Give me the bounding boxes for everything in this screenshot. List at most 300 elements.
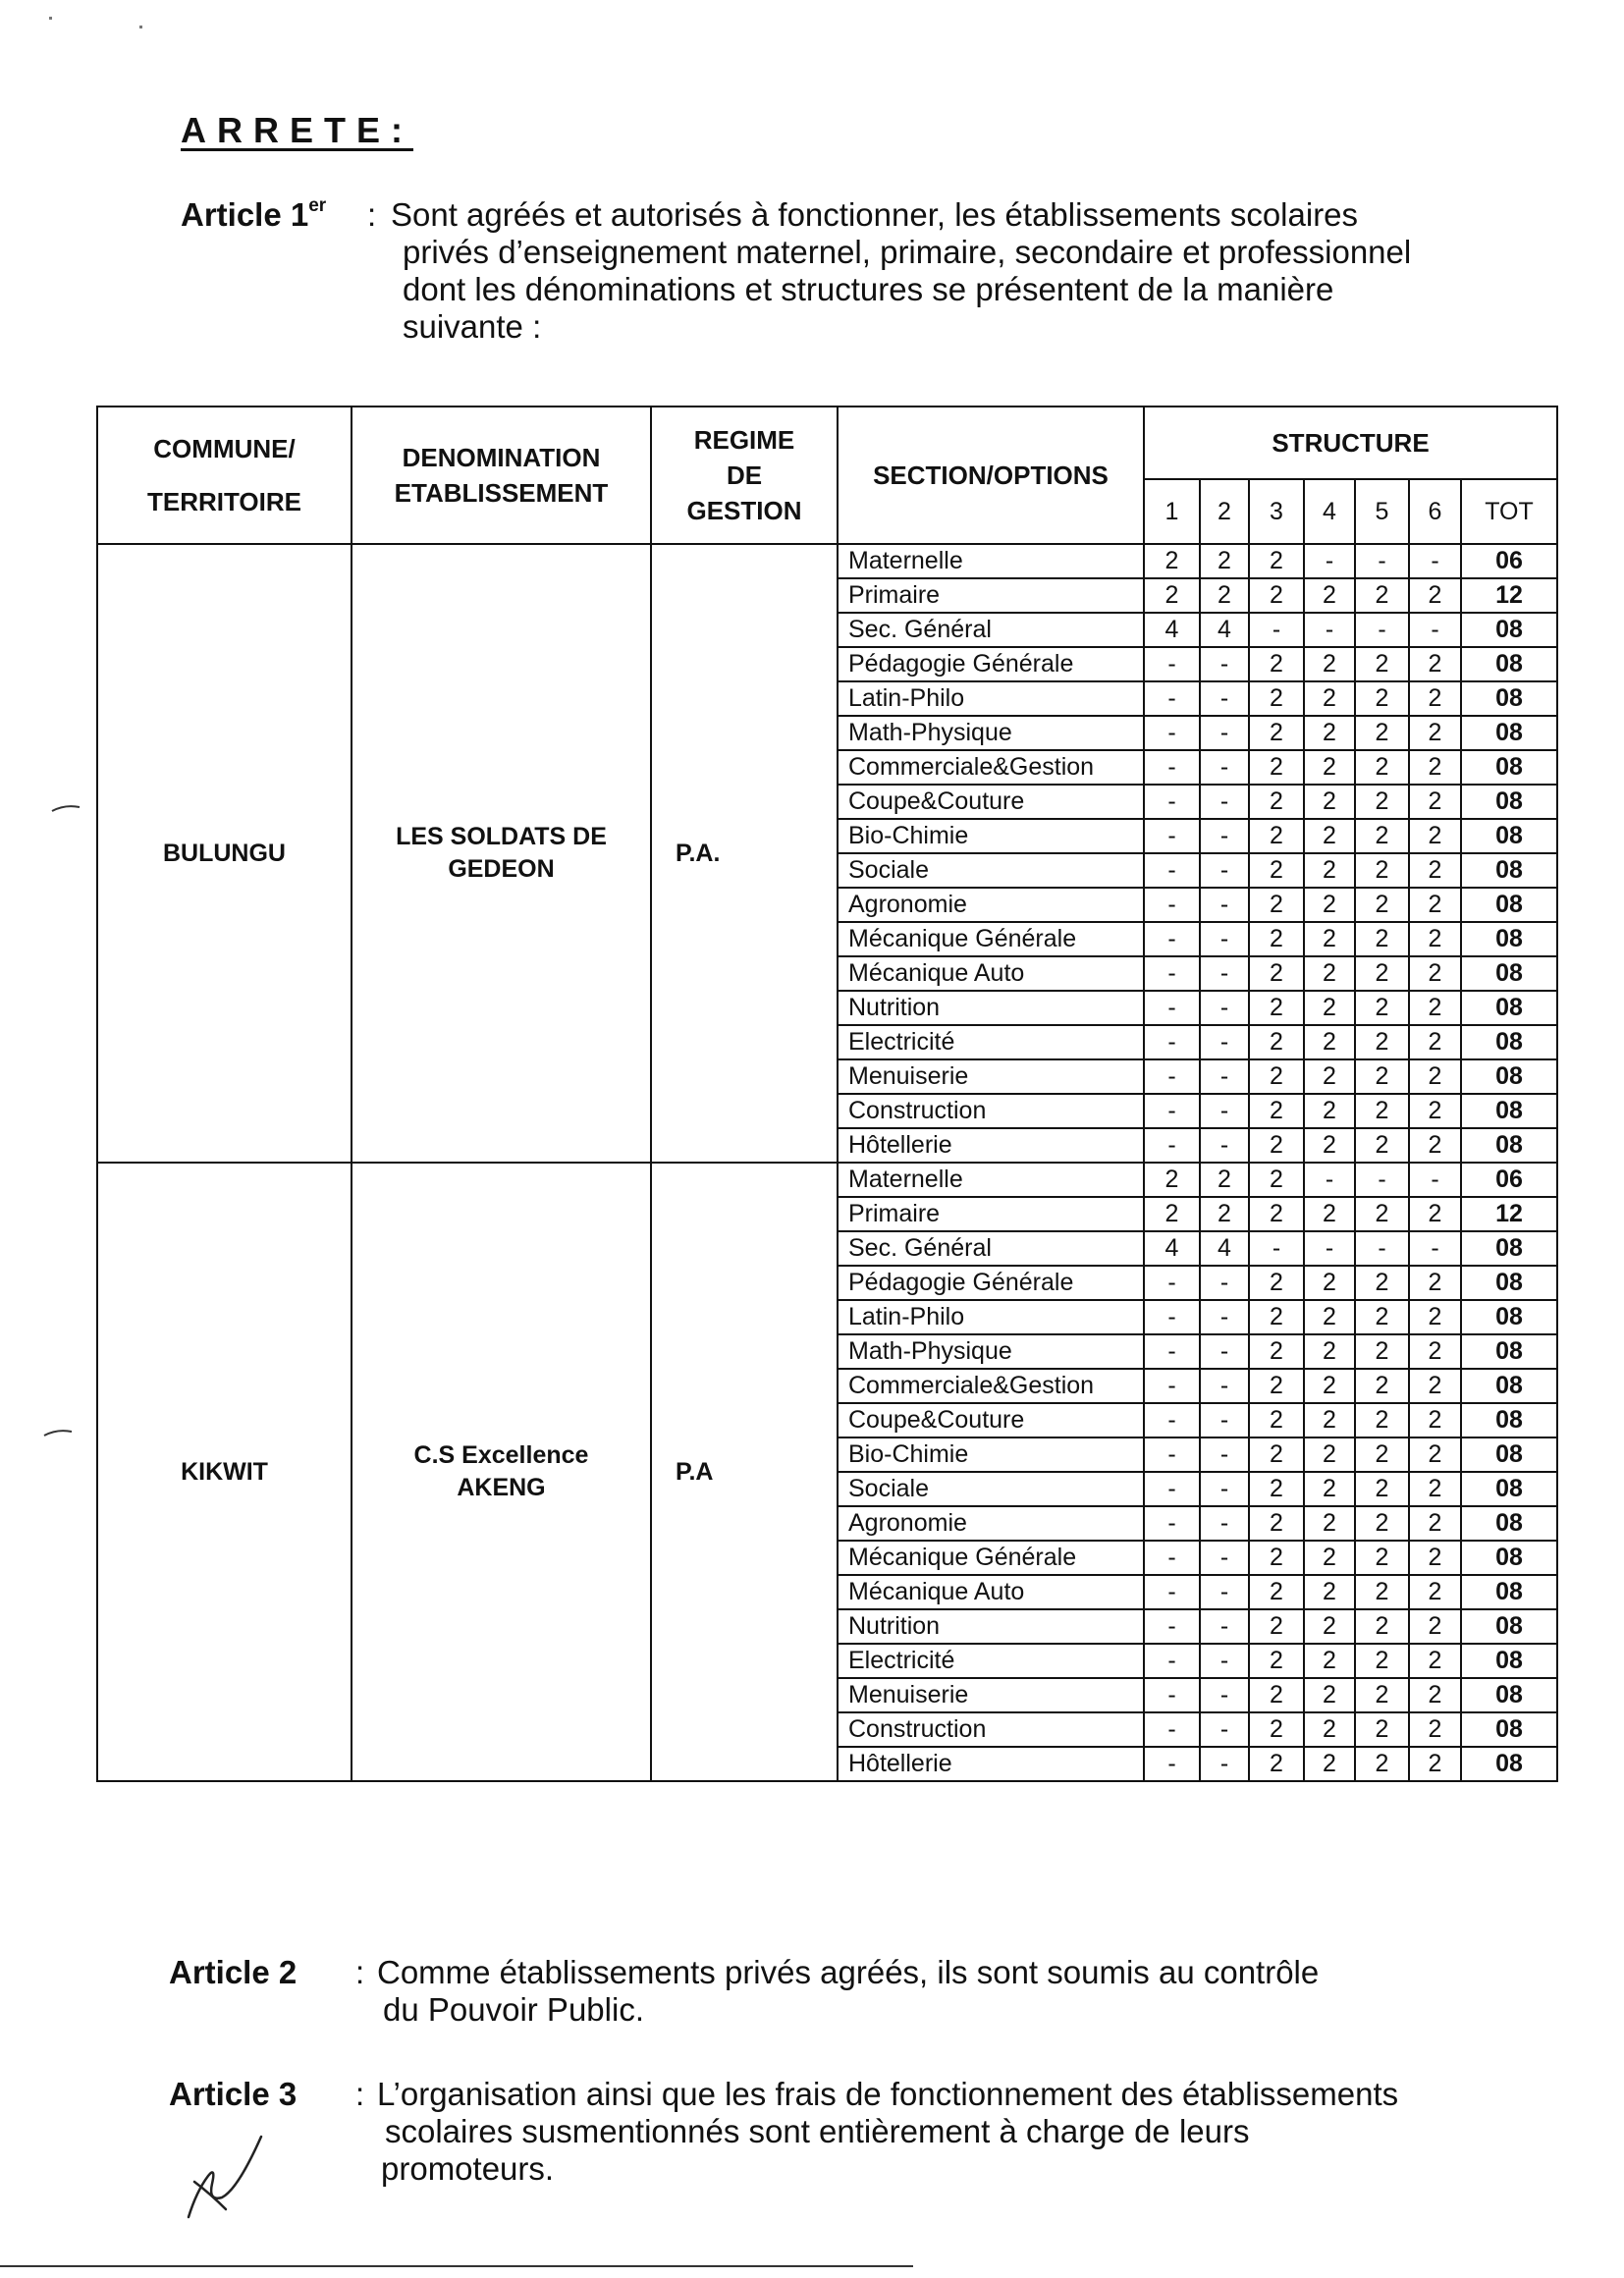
structure-cell-4: - [1304, 1231, 1355, 1266]
denomination-line: LES SOLDATS DE [396, 823, 607, 850]
structure-cell-4: 2 [1304, 1059, 1355, 1094]
total-cell: 08 [1461, 1644, 1557, 1678]
structure-cell-4: 2 [1304, 1197, 1355, 1231]
structure-cell-6: - [1409, 544, 1461, 578]
structure-cell-4: 2 [1304, 853, 1355, 888]
structure-cell-3: 2 [1249, 1266, 1304, 1300]
commune-cell: KIKWIT [97, 1163, 352, 1781]
structure-cell-1: - [1144, 888, 1200, 922]
header-col-1: 1 [1144, 479, 1200, 544]
header-regime [651, 407, 838, 544]
structure-cell-6: 2 [1409, 819, 1461, 853]
structure-cell-3: 2 [1249, 1575, 1304, 1609]
structure-cell-1: - [1144, 1678, 1200, 1712]
total-cell: 08 [1461, 853, 1557, 888]
article-1-label [181, 196, 326, 234]
structure-cell-4: 2 [1304, 647, 1355, 681]
structure-cell-1: 2 [1144, 1163, 1200, 1197]
structure-cell-3: 2 [1249, 578, 1304, 613]
structure-cell-5: - [1355, 544, 1409, 578]
structure-cell-6: 2 [1409, 1197, 1461, 1231]
section-cell: Math-Physique [838, 1334, 1144, 1369]
total-cell: 08 [1461, 1712, 1557, 1747]
structure-cell-1: - [1144, 681, 1200, 716]
structure-cell-5: 2 [1355, 1094, 1409, 1128]
structure-cell-1: - [1144, 1644, 1200, 1678]
header-regime-line: REGIME [693, 425, 795, 455]
section-cell: Nutrition [838, 991, 1144, 1025]
article-2-line: Comme établissements privés agréés, ils sont soumis au contrôle [377, 1954, 1320, 1990]
structure-cell-1: 2 [1144, 544, 1200, 578]
section-cell: Latin-Philo [838, 681, 1144, 716]
structure-cell-1: - [1144, 853, 1200, 888]
structure-cell-1: - [1144, 1506, 1200, 1541]
structure-cell-5: 2 [1355, 716, 1409, 750]
structure-cell-6: 2 [1409, 1541, 1461, 1575]
structure-cell-2: - [1200, 716, 1249, 750]
structure-cell-5: 2 [1355, 1369, 1409, 1403]
structure-cell-1: - [1144, 1403, 1200, 1437]
structure-cell-4: 2 [1304, 1506, 1355, 1541]
structure-cell-5: 2 [1355, 922, 1409, 956]
structure-cell-3: 2 [1249, 1747, 1304, 1781]
section-cell: Hôtellerie [838, 1128, 1144, 1163]
total-cell: 08 [1461, 819, 1557, 853]
section-cell: Agronomie [838, 1506, 1144, 1541]
section-cell: Math-Physique [838, 716, 1144, 750]
structure-cell-1: - [1144, 1128, 1200, 1163]
structure-cell-2: - [1200, 888, 1249, 922]
structure-cell-5: 2 [1355, 1437, 1409, 1472]
structure-cell-5: 2 [1355, 1644, 1409, 1678]
section-cell: Mécanique Générale [838, 1541, 1144, 1575]
structure-cell-6: 2 [1409, 956, 1461, 991]
structure-cell-6: 2 [1409, 1437, 1461, 1472]
structure-cell-1: - [1144, 647, 1200, 681]
total-cell: 08 [1461, 956, 1557, 991]
structure-cell-1: - [1144, 1334, 1200, 1369]
total-cell: 08 [1461, 1678, 1557, 1712]
structure-cell-3: 2 [1249, 1059, 1304, 1094]
total-cell: 08 [1461, 991, 1557, 1025]
section-cell: Sociale [838, 1472, 1144, 1506]
structure-cell-2: - [1200, 750, 1249, 785]
structure-cell-2: - [1200, 1369, 1249, 1403]
structure-cell-2: - [1200, 1644, 1249, 1678]
structure-cell-2: - [1200, 1334, 1249, 1369]
regime-cell: P.A [651, 1163, 838, 1781]
structure-cell-2: - [1200, 1300, 1249, 1334]
header-commune [97, 407, 352, 544]
structure-cell-6: 2 [1409, 1575, 1461, 1609]
structure-cell-5: 2 [1355, 888, 1409, 922]
structure-cell-1: - [1144, 1266, 1200, 1300]
structure-cell-3: 2 [1249, 1025, 1304, 1059]
structure-cell-4: 2 [1304, 1369, 1355, 1403]
structure-cell-4: 2 [1304, 1678, 1355, 1712]
structure-cell-3: 2 [1249, 785, 1304, 819]
total-cell: 08 [1461, 1231, 1557, 1266]
article-1-colon: : [367, 196, 377, 233]
article-2-label: Article 2 [169, 1954, 298, 1990]
handwritten-paraph-icon [183, 2133, 271, 2221]
margin-tick-mark [51, 803, 81, 813]
header-denomination-line: ETABLISSEMENT [394, 478, 609, 508]
structure-cell-1: - [1144, 716, 1200, 750]
regime-cell: P.A. [651, 544, 838, 1163]
structure-cell-5: 2 [1355, 1059, 1409, 1094]
structure-cell-3: 2 [1249, 1472, 1304, 1506]
structure-cell-3: 2 [1249, 1369, 1304, 1403]
total-cell: 08 [1461, 1747, 1557, 1781]
structure-table [96, 406, 1558, 1782]
structure-cell-5: 2 [1355, 956, 1409, 991]
structure-cell-6: - [1409, 613, 1461, 647]
denomination-line: C.S Excellence [413, 1441, 589, 1469]
total-cell: 08 [1461, 1472, 1557, 1506]
structure-cell-3: 2 [1249, 1609, 1304, 1644]
structure-cell-5: 2 [1355, 785, 1409, 819]
total-cell: 08 [1461, 1506, 1557, 1541]
structure-cell-4: 2 [1304, 1403, 1355, 1437]
structure-cell-6: 2 [1409, 1506, 1461, 1541]
structure-cell-4: 2 [1304, 1334, 1355, 1369]
structure-cell-5: 2 [1355, 1712, 1409, 1747]
structure-cell-4: - [1304, 613, 1355, 647]
structure-cell-6: 2 [1409, 1266, 1461, 1300]
structure-cell-5: 2 [1355, 1197, 1409, 1231]
structure-cell-3: 2 [1249, 1128, 1304, 1163]
structure-cell-4: 2 [1304, 1437, 1355, 1472]
structure-cell-1: - [1144, 1300, 1200, 1334]
structure-cell-6: 2 [1409, 1025, 1461, 1059]
structure-cell-4: 2 [1304, 1644, 1355, 1678]
structure-cell-2: - [1200, 681, 1249, 716]
section-cell: Construction [838, 1094, 1144, 1128]
section-cell: Maternelle [838, 1163, 1144, 1197]
structure-cell-1: - [1144, 1025, 1200, 1059]
total-cell: 08 [1461, 716, 1557, 750]
total-cell: 08 [1461, 613, 1557, 647]
section-cell: Hôtellerie [838, 1747, 1144, 1781]
structure-cell-1: - [1144, 1472, 1200, 1506]
article-2 [169, 1954, 1543, 2042]
structure-cell-2: - [1200, 1403, 1249, 1437]
structure-cell-2: - [1200, 1712, 1249, 1747]
scan-speck [49, 17, 52, 20]
total-cell: 08 [1461, 1541, 1557, 1575]
header-denomination [352, 407, 651, 544]
structure-cell-5: 2 [1355, 1609, 1409, 1644]
structure-cell-4: 2 [1304, 1266, 1355, 1300]
section-cell: Construction [838, 1712, 1144, 1747]
structure-cell-5: 2 [1355, 647, 1409, 681]
structure-cell-5: 2 [1355, 1025, 1409, 1059]
structure-cell-5: - [1355, 613, 1409, 647]
structure-cell-1: - [1144, 750, 1200, 785]
structure-cell-3: 2 [1249, 1197, 1304, 1231]
structure-cell-5: 2 [1355, 1266, 1409, 1300]
article-1-line: dont les dénominations et structures se présentent de la manière [403, 271, 1334, 307]
header-section: SECTION/OPTIONS [838, 407, 1144, 544]
structure-cell-2: - [1200, 956, 1249, 991]
structure-cell-2: - [1200, 1472, 1249, 1506]
article-3-line: promoteurs. [381, 2150, 555, 2187]
structure-cell-5: 2 [1355, 578, 1409, 613]
structure-cell-2: - [1200, 922, 1249, 956]
structure-cell-5: 2 [1355, 750, 1409, 785]
structure-cell-2: - [1200, 991, 1249, 1025]
structure-cell-5: - [1355, 1163, 1409, 1197]
structure-cell-2: - [1200, 1437, 1249, 1472]
article-2-line: du Pouvoir Public. [383, 1991, 644, 2028]
section-cell: Maternelle [838, 544, 1144, 578]
structure-cell-1: - [1144, 819, 1200, 853]
structure-cell-4: 2 [1304, 888, 1355, 922]
denomination-cell [352, 544, 651, 1163]
structure-cell-3: 2 [1249, 647, 1304, 681]
total-cell: 08 [1461, 1128, 1557, 1163]
total-cell: 08 [1461, 1403, 1557, 1437]
header-regime-line: DE [726, 461, 763, 490]
total-cell: 08 [1461, 922, 1557, 956]
section-cell: Commerciale&Gestion [838, 750, 1144, 785]
structure-cell-4: 2 [1304, 578, 1355, 613]
structure-cell-6: - [1409, 1163, 1461, 1197]
header-col-6: 6 [1409, 479, 1461, 544]
structure-cell-2: - [1200, 1025, 1249, 1059]
structure-cell-1: - [1144, 1059, 1200, 1094]
total-cell: 08 [1461, 1609, 1557, 1644]
structure-cell-2: 2 [1200, 578, 1249, 613]
article-1-line: Sont agréés et autorisés à fonctionner, les établissements scolaires [391, 196, 1359, 233]
structure-cell-2: - [1200, 1059, 1249, 1094]
total-cell: 08 [1461, 750, 1557, 785]
structure-cell-6: 2 [1409, 578, 1461, 613]
structure-cell-6: 2 [1409, 1128, 1461, 1163]
structure-cell-6: 2 [1409, 750, 1461, 785]
structure-cell-1: - [1144, 1712, 1200, 1747]
section-cell: Bio-Chimie [838, 819, 1144, 853]
header-commune-line: TERRITOIRE [147, 487, 301, 516]
section-cell: Commerciale&Gestion [838, 1369, 1144, 1403]
structure-cell-1: - [1144, 956, 1200, 991]
structure-cell-5: 2 [1355, 1747, 1409, 1781]
structure-cell-5: 2 [1355, 819, 1409, 853]
section-cell: Coupe&Couture [838, 1403, 1144, 1437]
article-3 [169, 2076, 1563, 2203]
table-row [97, 1163, 1557, 1197]
structure-cell-1: - [1144, 1747, 1200, 1781]
structure-cell-6: 2 [1409, 888, 1461, 922]
structure-cell-2: 4 [1200, 1231, 1249, 1266]
section-cell: Menuiserie [838, 1059, 1144, 1094]
structure-cell-6: 2 [1409, 1059, 1461, 1094]
structure-cell-3: 2 [1249, 1094, 1304, 1128]
structure-cell-3: 2 [1249, 681, 1304, 716]
article-3-colon: : [355, 2076, 365, 2112]
total-cell: 08 [1461, 785, 1557, 819]
structure-cell-3: 2 [1249, 750, 1304, 785]
structure-cell-3: 2 [1249, 1678, 1304, 1712]
article-1-label-text: Article 1 [181, 196, 309, 233]
section-cell: Nutrition [838, 1609, 1144, 1644]
denomination-line: AKENG [457, 1474, 546, 1501]
structure-cell-2: - [1200, 1506, 1249, 1541]
structure-cell-6: 2 [1409, 1609, 1461, 1644]
structure-cell-3: 2 [1249, 716, 1304, 750]
structure-cell-4: 2 [1304, 1575, 1355, 1609]
structure-cell-2: - [1200, 785, 1249, 819]
structure-cell-1: - [1144, 922, 1200, 956]
structure-cell-5: 2 [1355, 1300, 1409, 1334]
structure-cell-3: 2 [1249, 819, 1304, 853]
bottom-rule [0, 2265, 913, 2267]
structure-cell-5: 2 [1355, 1678, 1409, 1712]
article-1-line: suivante : [403, 308, 542, 345]
structure-cell-4: 2 [1304, 716, 1355, 750]
total-cell: 08 [1461, 681, 1557, 716]
header-col-5: 5 [1355, 479, 1409, 544]
structure-cell-3: 2 [1249, 544, 1304, 578]
total-cell: 08 [1461, 1369, 1557, 1403]
structure-cell-4: 2 [1304, 1541, 1355, 1575]
structure-cell-2: - [1200, 1575, 1249, 1609]
structure-cell-4: 2 [1304, 1747, 1355, 1781]
total-cell: 08 [1461, 1266, 1557, 1300]
denomination-line: GEDEON [448, 855, 555, 883]
arrete-heading: ARRETE: [181, 110, 413, 150]
total-cell: 12 [1461, 578, 1557, 613]
structure-cell-2: - [1200, 819, 1249, 853]
structure-cell-3: 2 [1249, 853, 1304, 888]
structure-cell-6: 2 [1409, 1712, 1461, 1747]
section-cell: Mécanique Auto [838, 956, 1144, 991]
header-col-2: 2 [1200, 479, 1249, 544]
structure-cell-2: - [1200, 1094, 1249, 1128]
structure-cell-2: - [1200, 1747, 1249, 1781]
structure-cell-6: 2 [1409, 1472, 1461, 1506]
structure-cell-6: 2 [1409, 922, 1461, 956]
structure-cell-6: 2 [1409, 1300, 1461, 1334]
structure-cell-1: - [1144, 1575, 1200, 1609]
structure-cell-1: 2 [1144, 578, 1200, 613]
structure-cell-6: 2 [1409, 785, 1461, 819]
structure-cell-5: 2 [1355, 1128, 1409, 1163]
section-cell: Coupe&Couture [838, 785, 1144, 819]
total-cell: 08 [1461, 1437, 1557, 1472]
article-1-body [391, 196, 1411, 346]
structure-cell-2: - [1200, 647, 1249, 681]
header-col-3: 3 [1249, 479, 1304, 544]
structure-cell-6: 2 [1409, 1094, 1461, 1128]
article-2-colon: : [355, 1954, 365, 1990]
article-1-label-sup: er [308, 195, 327, 216]
structure-cell-6: 2 [1409, 991, 1461, 1025]
section-cell: Bio-Chimie [838, 1437, 1144, 1472]
total-cell: 08 [1461, 1094, 1557, 1128]
structure-cell-3: 2 [1249, 1437, 1304, 1472]
section-cell: Primaire [838, 1197, 1144, 1231]
article-2-body [377, 1954, 1319, 2029]
table-body [97, 544, 1557, 1781]
structure-cell-3: 2 [1249, 1644, 1304, 1678]
article-1 [181, 196, 1536, 363]
total-cell: 08 [1461, 1575, 1557, 1609]
margin-tick-mark [43, 1428, 73, 1437]
total-cell: 08 [1461, 1334, 1557, 1369]
structure-cell-3: 2 [1249, 888, 1304, 922]
structure-cell-1: - [1144, 991, 1200, 1025]
structure-cell-4: 2 [1304, 681, 1355, 716]
structure-cell-1: - [1144, 1437, 1200, 1472]
section-cell: Sociale [838, 853, 1144, 888]
structure-cell-4: 2 [1304, 1094, 1355, 1128]
structure-cell-1: - [1144, 1609, 1200, 1644]
structure-cell-4: 2 [1304, 819, 1355, 853]
article-3-body [377, 2076, 1398, 2188]
structure-cell-3: 2 [1249, 1300, 1304, 1334]
section-cell: Mécanique Générale [838, 922, 1144, 956]
article-3-label: Article 3 [169, 2076, 298, 2112]
header-commune-line: COMMUNE/ [153, 434, 296, 463]
structure-cell-6: - [1409, 1231, 1461, 1266]
section-cell: Latin-Philo [838, 1300, 1144, 1334]
article-3-line: L’organisation ainsi que les frais de fonctionnement des établissements [377, 2076, 1399, 2112]
structure-cell-4: 2 [1304, 1300, 1355, 1334]
total-cell: 08 [1461, 1059, 1557, 1094]
structure-cell-5: 2 [1355, 1541, 1409, 1575]
total-cell: 12 [1461, 1197, 1557, 1231]
structure-cell-2: - [1200, 1541, 1249, 1575]
structure-cell-4: 2 [1304, 1472, 1355, 1506]
structure-cell-5: 2 [1355, 1403, 1409, 1437]
structure-cell-4: 2 [1304, 750, 1355, 785]
structure-cell-6: 2 [1409, 1747, 1461, 1781]
structure-cell-5: 2 [1355, 1575, 1409, 1609]
section-cell: Electricité [838, 1025, 1144, 1059]
article-1-line: privés d’enseignement maternel, primaire, secondaire et professionnel [403, 234, 1412, 270]
structure-cell-3: - [1249, 613, 1304, 647]
structure-cell-4: 2 [1304, 922, 1355, 956]
section-cell: Primaire [838, 578, 1144, 613]
section-cell: Pédagogie Générale [838, 1266, 1144, 1300]
structure-cell-2: - [1200, 1678, 1249, 1712]
structure-cell-5: 2 [1355, 853, 1409, 888]
header-col-4: 4 [1304, 479, 1355, 544]
structure-cell-3: 2 [1249, 991, 1304, 1025]
structure-cell-2: - [1200, 1609, 1249, 1644]
header-structure: STRUCTURE [1144, 407, 1557, 479]
structure-cell-6: 2 [1409, 716, 1461, 750]
structure-cell-4: 2 [1304, 1128, 1355, 1163]
structure-cell-2: 2 [1200, 544, 1249, 578]
structure-cell-5: 2 [1355, 1506, 1409, 1541]
structure-cell-3: 2 [1249, 1403, 1304, 1437]
header-col-tot: TOT [1461, 479, 1557, 544]
structure-cell-1: - [1144, 1541, 1200, 1575]
total-cell: 08 [1461, 647, 1557, 681]
total-cell: 06 [1461, 1163, 1557, 1197]
structure-cell-2: 2 [1200, 1163, 1249, 1197]
structure-cell-1: 4 [1144, 1231, 1200, 1266]
structure-cell-4: - [1304, 1163, 1355, 1197]
structure-cell-5: 2 [1355, 681, 1409, 716]
article-3-line: scolaires susmentionnés sont entièrement à charge de leurs [385, 2113, 1250, 2149]
total-cell: 08 [1461, 1300, 1557, 1334]
structure-cell-5: 2 [1355, 991, 1409, 1025]
section-cell: Mécanique Auto [838, 1575, 1144, 1609]
